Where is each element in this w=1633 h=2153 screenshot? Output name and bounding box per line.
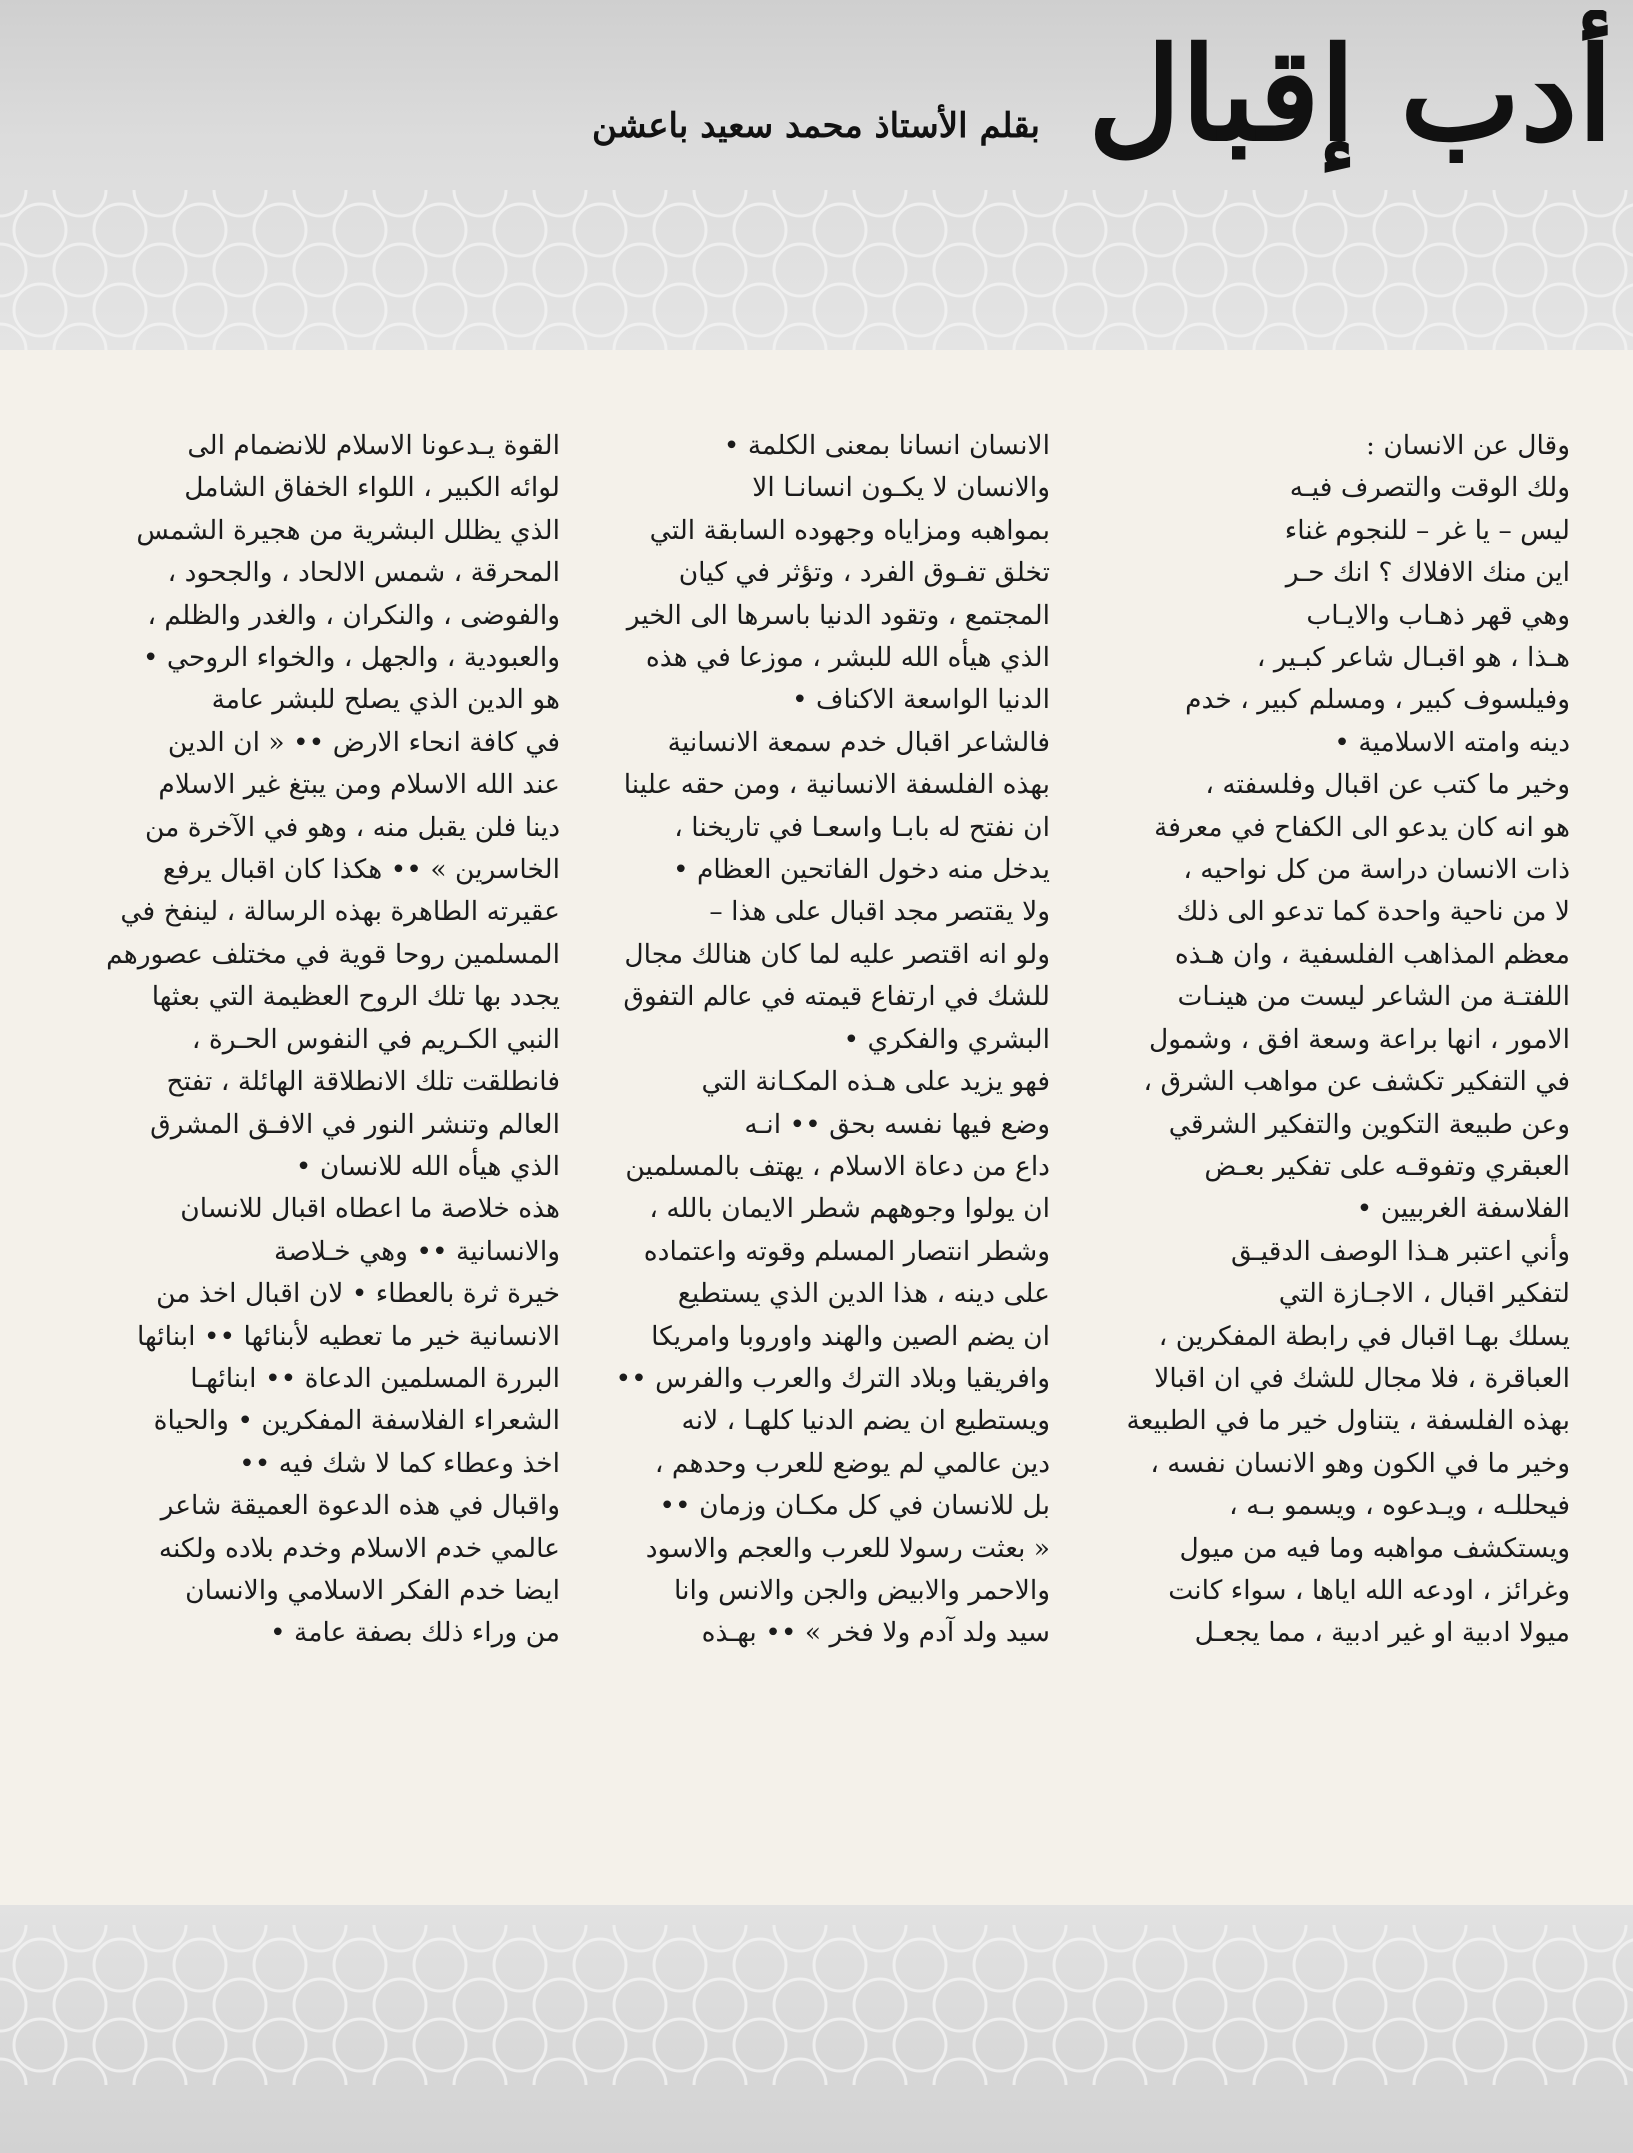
header-lace-ornament: [0, 190, 1633, 350]
footer-lace-ornament: [0, 1925, 1633, 2085]
column-middle-text: الانسان انسانا بمعنى الكلمة • والانسان لا يكـون انسانـا الا بمواهبه ومزاياه وجهوده السابقة التي تخلق تفـوق الفرد ، وتؤثر في كيان المجتمع ، وتقود الدنيا باسرها الى الخير الذي هيأه الله للبشر ، موزعا في هذه الدنيا الواسعة الاكناف • فالشاعر اقبال خدم سمعة الانسانية بهذه الفلسفة الانسانية ، ومن حقه علينا ان نفتح له بابـا واسعـا في تاريخنا ، يدخل منه دخول الفاتحين العظام • ولا يقتصر مجد اقبال على هذا – ولو انه اقتصر عليه لما كان هنالك مجال للشك في ارتفاع قيمته في عالم التفوق البشري والفكري • فهو يزيد على هـذه المكـانة التي وضع فيها نفسه بحق •• انـه داع من دعاة الاسلام ، يهتف بالمسلمين ان يولوا وجوههم شطر الايمان بالله ، وشطر انتصار المسلم وقوته واعتماده على دينه ، هذا الدين الذي يستطيع ان يضم الصين والهند واوروبا وامريكا وافريقيا وبلاد الترك والعرب والفرس •• ويستطيع ان يضم الدنيا كلهـا ، لانه دين عالمي لم يوضع للعرب وحدهم ، بل للانسان في كل مكـان وزمان •• « بعثت رسولا للعرب والعجم والاسود والاحمر والابيض والجن والانس وانا سيد ولد آدم ولا فخر » •• بهـذه: [615, 430, 1050, 1649]
footer-band: [0, 1905, 1633, 2153]
article-column-middle: [580, 425, 1050, 1895]
column-right-text: وقال عن الانسان : ولك الوقت والتصرف فيـه ليس – يا غر – للنجوم غناء اين منك الافلاك ؟ انك حـر وهي قهر ذهـاب والايـاب هـذا ، هو اقبـال شاعر كبـير ، وفيلسوف كبير ، ومسلم كبير ، خدم دينه وامته الاسلامية • وخير ما كتب عن اقبال وفلسفته ، هو انه كان يدعو الى الكفاح في معرفة ذات الانسان دراسة من كل نواحيه ، لا من ناحية واحدة كما تدعو الى ذلك معظم المذاهب الفلسفية ، وان هـذه اللفتـة من الشاعر ليست من هينـات الامور ، انها براعة وسعة افق ، وشمول في التفكير تكشف عن مواهب الشرق ، وعن طبيعة التكوين والتفكير الشرقي العبقري وتفوقـه على تفكير بعـض الفلاسفة الغربيين • وأني اعتبر هـذا الوصف الدقيـق لتفكير اقبال ، الاجـازة التي يسلك بهـا اقبال في رابطة المفكرين ، العباقرة ، فلا مجال للشك في ان اقبالا بهذه الفلسفة ، يتناول خير ما في الطبيعة وخير ما في الكون وهو الانسان نفسه ، فيحللـه ، ويـدعوه ، ويسمو بـه ، ويستكشف مواهبه وما فيه من ميول وغرائز ، اودعه الله اياها ، سواء كانت ميولا ادبية او غير ادبية ، مما يجعـل: [1126, 430, 1570, 1649]
article-column-right: [1055, 425, 1570, 1895]
masthead-title: أدب إقبال: [1088, 20, 1613, 170]
header-band: [0, 0, 1633, 350]
column-left-text: القوة يـدعونا الاسلام للانضمام الى لوائه الكبير ، اللواء الخفاق الشامل الذي يظلل البشرية من هجيرة الشمس المحرقة ، شمس الالحاد ، والجحود ، والفوضى ، والنكران ، والغدر والظلم ، والعبودية ، والجهل ، والخواء الروحي • هو الدين الذي يصلح للبشر عامة في كافة انحاء الارض •• « ان الدين عند الله الاسلام ومن يبتغ غير الاسلام دينا فلن يقبل منه ، وهو في الآخرة من الخاسرين » •• هكذا كان اقبال يرفع عقيرته الطاهرة بهذه الرسالة ، لينفخ في المسلمين روحا قوية في مختلف عصورهم يجدد بها تلك الروح العظيمة التي بعثها النبي الكـريم في النفوس الحـرة ، فانطلقت تلك الانطلاقة الهائلة ، تفتح العالم وتنشر النور في الافـق المشرق الذي هيأه الله للانسان • هذه خلاصة ما اعطاه اقبال للانسان والانسانية •• وهي خـلاصة خيرة ثرة بالعطاء • لان اقبال اخذ من الانسانية خير ما تعطيه لأبنائها •• ابنائها البررة المسلمين الدعاة •• ابنائهـا الشعراء الفلاسفة المفكرين • والحياة اخذ وعطاء كما لا شك فيه •• واقبال في هذه الدعوة العميقة شاعر عالمي خدم الاسلام وخدم بلاده ولكنه ايضا خدم الفكر الاسلامي والانسان من وراء ذلك بصفة عامة •: [106, 430, 560, 1649]
author-byline: بقلم الأستاذ محمد سعيد باعشن: [592, 106, 1040, 146]
article-column-left: [85, 425, 560, 1895]
